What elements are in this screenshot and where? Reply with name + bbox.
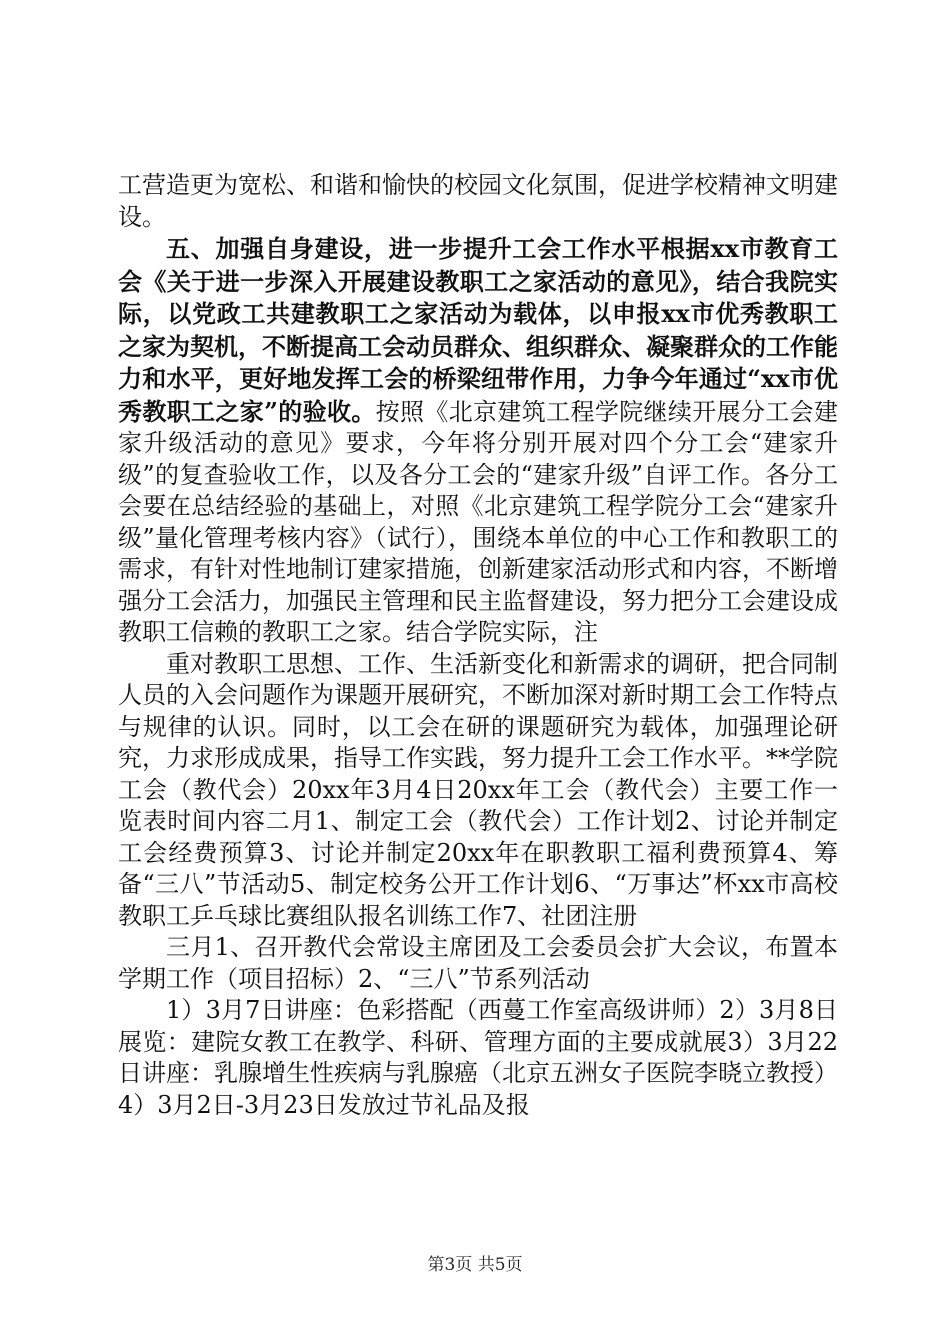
paragraph-1-text: 工营造更为宽松、和谐和愉快的校园文化氛围，促进学校精神文明建设。 [118,171,838,231]
paragraph-2-bold-text: 五、加强自身建设，进一步提升工会工作水平根据xx市教育工会《关于进一步深入开展建设教职工之家活动的意见》，结合我院实际，以党政工共建教职工之家活动为载体，以申报xx市优秀教职工之家为契机，不断提高工会动员群众、组织群众、凝聚群众的工作能力和水平，更好地发挥工会的桥梁纽带作用，力争今年通过“xx市优秀教职工之家”的验收。 [118,234,838,426]
page-number-label: 第3页 共5页 [427,1255,523,1275]
paragraph-4-text: 重对教职工思想、工作、生活新变化和新需求的调研，把合同制人员的入会问题作为课题开展研究，不断加深对新时期工会工作特点与规律的认识。同时，以工会在研的课题研究为载体，加强理论研究，力求形成成果，指导工作实践，努力提升工会工作水平。**学院工会（教代会）20xx年3月4日20xx年工会（教代会）主要工作一览表时间内容二月1、制定工会（教代会）工作计划2、讨论并制定工会经费预算3、讨论并制定20xx年在职教职工福利费预算4、筹备“三八”节活动5、制定校务公开工作计划6、“万事达”杯xx市高校教职工乒乓球比赛组队报名训练工作7、社团注册 [118,649,838,930]
paragraph-2 [118,233,838,649]
paragraph-5 [118,932,838,995]
page-footer [0,1250,950,1275]
paragraph-5-text: 三月1、召开教代会常设主席团及工会委员会扩大会议，布置本学期工作（项目招标）2、“三八”节系列活动 [118,933,838,993]
paragraph-4 [118,649,838,933]
document-page [118,170,838,1121]
paragraph-3-text: 按照《北京建筑工程学院继续开展分工会建家升级活动的意见》要求，今年将分别开展对四个分工会“建家升级”的复查验收工作，以及各分工会的“建家升级”自评工作。各分工会要在总结经验的基础上，对照《北京建筑工程学院分工会“建家升级”量化管理考核内容》（试行），围绕本单位的中心工作和教职工的需求，有针对性地制订建家措施，创新建家活动形式和内容，不断增强分工会活力，加强民主管理和民主监督建设，努力把分工会建设成教职工信赖的教职工之家。结合学院实际，注 [118,397,838,646]
paragraph-1 [118,170,838,233]
paragraph-6 [118,995,838,1121]
paragraph-6-text: 1）3月7日讲座：色彩搭配（西蔓工作室高级讲师）2）3月8日展览：建院女教工在教学、科研、管理方面的主要成就展3）3月22日讲座：乳腺增生性疾病与乳腺癌（北京五洲女子医院李晓立教授）4）3月2日-3月23日发放过节礼品及报 [118,996,838,1119]
